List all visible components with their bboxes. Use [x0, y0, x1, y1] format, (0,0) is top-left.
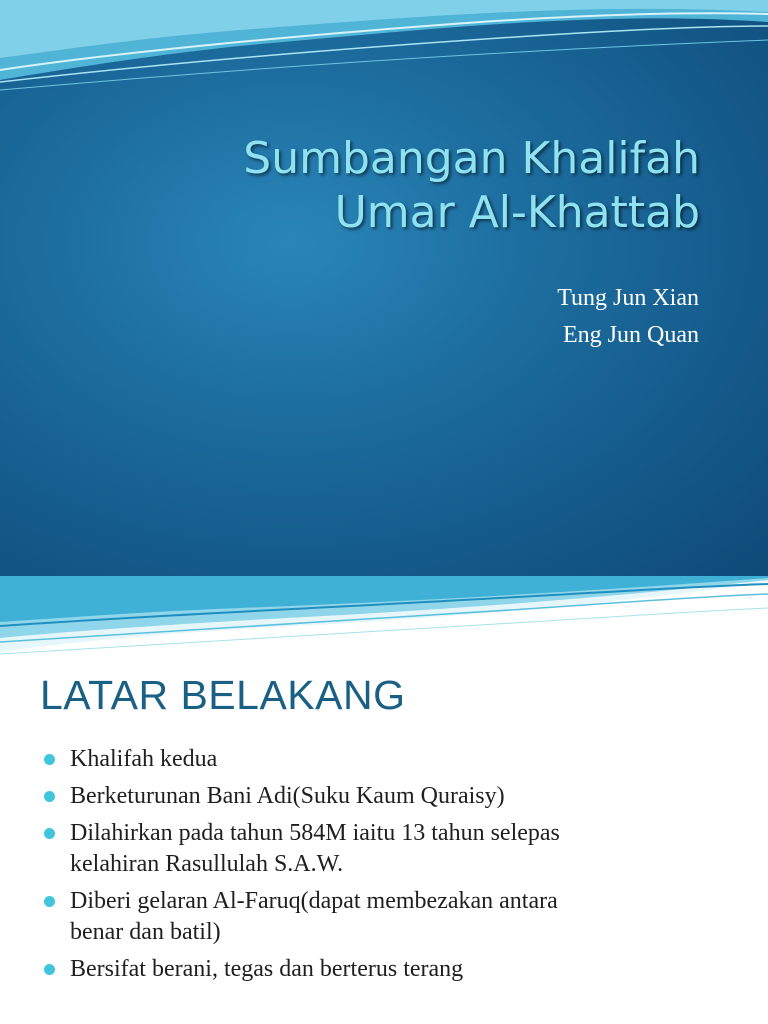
bullet-text: Berketurunan Bani Adi(Suku Kaum Quraisy)	[70, 783, 505, 809]
content-slide	[0, 576, 768, 1024]
slide-title	[40, 132, 700, 240]
top-wave-decoration	[0, 0, 768, 95]
bullet-text: Diberi gelaran Al-Faruq(dapat membezakan antara	[70, 888, 558, 914]
bullet-text: Bersifat berani, tegas dan berterus terang	[70, 956, 464, 982]
bullet-text: benar dan batil)	[70, 919, 221, 945]
bullet-dot-icon	[44, 896, 55, 907]
slide-title-line-2: Umar Al-Khattab	[334, 187, 700, 238]
bullet-item-2	[40, 781, 730, 812]
author-2: Eng Jun Quan	[563, 322, 699, 348]
bullet-list	[40, 744, 730, 991]
bullet-text: Dilahirkan pada tahun 584M iaitu 13 tahun selepas	[70, 820, 560, 846]
bullet-dot-icon	[44, 754, 55, 765]
author-1: Tung Jun Xian	[557, 285, 699, 311]
slide-title-line-1: Sumbangan Khalifah	[243, 133, 700, 184]
section-heading: LATAR BELAKANG	[40, 672, 406, 718]
bullet-dot-icon	[44, 828, 55, 839]
header-wave-decoration	[0, 576, 768, 666]
bullet-item-1	[40, 744, 730, 775]
bullet-dot-icon	[44, 791, 55, 802]
bullet-item-4	[40, 886, 730, 948]
bullet-item-3	[40, 818, 730, 880]
bullet-dot-icon	[44, 964, 55, 975]
bullet-text: Khalifah kedua	[70, 746, 218, 772]
bullet-text: kelahiran Rasullulah S.A.W.	[70, 851, 344, 877]
authors	[300, 280, 699, 354]
bullet-item-5	[40, 954, 730, 985]
